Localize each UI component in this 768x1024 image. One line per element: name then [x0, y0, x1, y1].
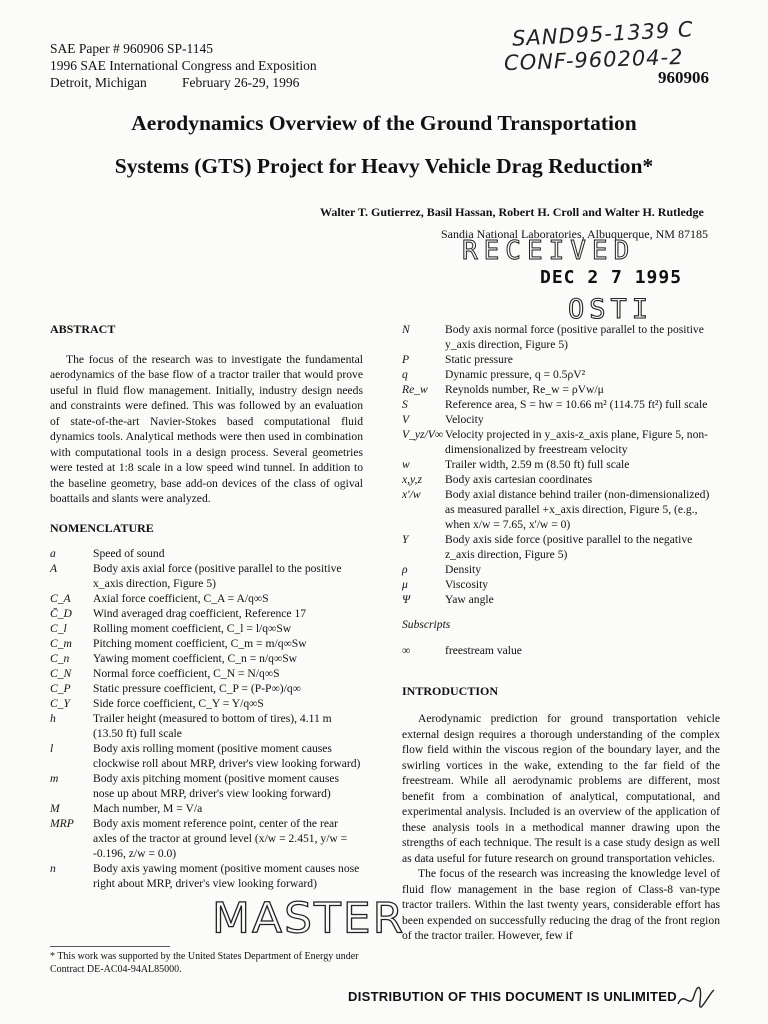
nomenclature-definition: Static pressure coefficient, C_P = (P-P∞)/q∞ — [93, 682, 301, 695]
nomenclature-entry — [50, 771, 363, 801]
nomenclature-symbol: n — [50, 862, 56, 875]
nomenclature-definition: Yaw angle — [445, 593, 494, 606]
nomenclature-entry — [402, 562, 720, 577]
affiliation: Sandia National Laboratories, Albuquerque, NM 87185 — [441, 227, 708, 241]
nomenclature-definition: Body axis yawing moment (positive moment causes nose right about MRP, driver's view looking forward) — [93, 862, 360, 890]
nomenclature-entry — [50, 666, 363, 681]
nomenclature-entry — [402, 472, 720, 487]
nomenclature-entry — [402, 397, 720, 412]
introduction-paragraph-2: The focus of the research was increasing the knowledge level of fluid flow management in the base region of Class-8 van-type tractor trailers. Within the last twenty years, considerable effort has been expended on successfully reducing the drag of the front region of the tractor trailer. However, few if — [402, 867, 720, 942]
title-line-1: Aerodynamics Overview of the Ground Transportation — [131, 111, 637, 135]
nomenclature-entry — [50, 591, 363, 606]
nomenclature-symbol: Ψ — [402, 593, 411, 606]
nomenclature-entry — [50, 561, 363, 591]
nomenclature-definition: Mach number, M = V/a — [93, 802, 203, 815]
nomenclature-symbol: x'/w — [402, 488, 421, 501]
introduction-paragraph-1: Aerodynamic prediction for ground transportation vehicle external design requires a thorough understanding of the complex flow field within the viscous region of the boundary layer, and the swirling vortices in the wake, extending to the far field of the freestream. While all aerodynamic problems are different, most benefit from a combination of analytical, computational, and experimental analysis. Included is an overview of the application of these analysis tools in a methodical manner drawing upon the strengths of each technique. The result is a case study design as well as data useful for future research on ground transportation vehicles. — [402, 712, 720, 865]
nomenclature-entry — [50, 621, 363, 636]
handwritten-conf-number: CONF-960204-2 — [503, 44, 684, 76]
nomenclature-symbol: l — [50, 742, 54, 755]
nomenclature-definition: Body axis axial force (positive parallel to the positive x_axis direction, Figure 5) — [93, 562, 342, 590]
nomenclature-definition: Body axial distance behind trailer (non-dimensionalized) as measured parallel +x_axis direction, Figure 5, (e.g., when x/w = 7.65, x'/w = 0) — [445, 488, 710, 531]
nomenclature-definition: Speed of sound — [93, 547, 165, 560]
footnote-divider — [50, 946, 170, 947]
nomenclature-definition: Body axis cartesian coordinates — [445, 473, 593, 486]
nomenclature-definition: Reynolds number, Re_w = ρVw/μ — [445, 383, 604, 396]
abstract-heading: ABSTRACT — [50, 322, 116, 336]
nomenclature-entry — [50, 546, 363, 561]
handwritten-report-number: SAND95-1339 C — [511, 17, 695, 51]
nomenclature-symbol: C_N — [50, 667, 72, 680]
nomenclature-entry — [50, 861, 363, 891]
nomenclature-definition: Viscosity — [445, 578, 489, 591]
nomenclature-definition: Side force coefficient, C_Y = Y/q∞S — [93, 697, 264, 710]
nomenclature-entry — [50, 636, 363, 651]
nomenclature-symbol: M — [50, 802, 60, 815]
nomenclature-entry — [402, 577, 720, 592]
congress-name: 1996 SAE International Congress and Exposition — [50, 58, 317, 73]
nomenclature-symbol: h — [50, 712, 56, 725]
nomenclature-entry — [402, 457, 720, 472]
paper-number: 960906 — [658, 68, 709, 87]
nomenclature-entry — [402, 592, 720, 607]
nomenclature-symbol: C_n — [50, 652, 70, 665]
nomenclature-definition: Reference area, S = hw = 10.66 m² (114.75 ft²) full scale — [445, 398, 708, 411]
nomenclature-symbol: C_P — [50, 682, 71, 695]
master-stamp: MASTER — [212, 894, 406, 943]
nomenclature-definition: Density — [445, 563, 482, 576]
authors: Walter T. Gutierrez, Basil Hassan, Robert H. Croll and Walter H. Rutledge — [320, 205, 704, 219]
nomenclature-definition: Wind averaged drag coefficient, Reference 17 — [93, 607, 307, 620]
nomenclature-symbol: V — [402, 413, 410, 426]
nomenclature-symbol: P — [402, 353, 410, 366]
introduction-heading: INTRODUCTION — [402, 683, 499, 698]
nomenclature-entry — [402, 352, 720, 367]
nomenclature-symbol: C_Y — [50, 697, 70, 710]
nomenclature-entry — [402, 412, 720, 427]
nomenclature-definition: Normal force coefficient, C_N = N/q∞S — [93, 667, 280, 680]
nomenclature-symbol: Y — [402, 533, 409, 546]
subscripts-list — [402, 643, 720, 658]
nomenclature-symbol: ρ — [402, 563, 408, 576]
nomenclature-symbol: C_A — [50, 592, 71, 605]
nomenclature-definition: Pitching moment coefficient, C_m = m/q∞Sw — [93, 637, 307, 650]
right-column — [402, 322, 720, 944]
nomenclature-symbol: x,y,z — [402, 473, 422, 486]
nomenclature-heading: NOMENCLATURE — [50, 520, 154, 535]
handwritten-scribble — [676, 984, 716, 1017]
nomenclature-entry — [402, 367, 720, 382]
nomenclature-definition: Body axis pitching moment (positive moment causes nose up about MRP, driver's view looking forward) — [93, 772, 340, 800]
nomenclature-symbol: MRP — [50, 817, 74, 830]
nomenclature-entry — [402, 487, 720, 532]
nomenclature-definition: Body axis moment reference point, center of the rear axles of the tractor at ground level (x/w = 2.451, y/w = -0.196, z/w = 0.0) — [93, 817, 348, 860]
nomenclature-symbol: w — [402, 458, 410, 471]
nomenclature-entry — [402, 427, 720, 457]
nomenclature-entry — [402, 532, 720, 562]
nomenclature-entry — [402, 643, 720, 658]
nomenclature-list-right — [402, 322, 720, 607]
nomenclature-entry — [50, 801, 363, 816]
nomenclature-definition: Velocity — [445, 413, 484, 426]
nomenclature-entry — [50, 651, 363, 666]
nomenclature-list-left — [50, 546, 363, 891]
nomenclature-symbol: μ — [402, 578, 408, 591]
nomenclature-definition: Body axis rolling moment (positive moment causes clockwise roll about MRP, driver's view looking forward) — [93, 742, 361, 770]
nomenclature-entry — [50, 681, 363, 696]
nomenclature-symbol: m — [50, 772, 59, 785]
nomenclature-entry — [50, 816, 363, 861]
nomenclature-symbol: ∞ — [402, 643, 411, 657]
paper-id: SAE Paper # 960906 SP-1145 — [50, 41, 214, 56]
nomenclature-definition: Yawing moment coefficient, C_n = n/q∞Sw — [93, 652, 298, 665]
subscripts-heading: Subscripts — [402, 618, 451, 631]
paper-header — [50, 40, 317, 91]
nomenclature-entry — [402, 382, 720, 397]
abstract-text: The focus of the research was to investigate the fundamental aerodynamics of the base flow of a tractor trailer that would prove useful in fluid flow management. Initially, industry design needs and constraints were defined. This was followed by an evaluation of state-of-the-art Navier-Stokes based computational fluid dynamics tools. Analytical methods were then used in combination with computational tools in a design process. Several geometries were tested at 1:8 scale in a low speed wind tunnel. In addition to the baseline geometry, base add-on devices of the class of ogival boattails and slants were analyzed. — [50, 352, 363, 505]
nomenclature-symbol: S — [402, 398, 408, 411]
nomenclature-entry — [50, 711, 363, 741]
nomenclature-symbol: C̄_D — [50, 607, 72, 620]
osti-stamp: OSTI — [568, 294, 654, 325]
footnote: * This work was supported by the United States Department of Energy under Contract DE-AC04-94AL85000. — [50, 951, 359, 975]
nomenclature-definition: Body axis side force (positive parallel to the negative z_axis direction, Figure 5) — [445, 533, 693, 561]
nomenclature-definition: Dynamic pressure, q = 0.5ρV² — [445, 368, 586, 381]
dates: February 26-29, 1996 — [182, 75, 300, 90]
city: Detroit, Michigan — [50, 75, 147, 90]
nomenclature-symbol: V_yz/V∞ — [402, 428, 444, 441]
received-date-stamp: DEC 2 7 1995 — [540, 267, 683, 288]
nomenclature-definition: Trailer width, 2.59 m (8.50 ft) full scale — [445, 458, 630, 471]
nomenclature-definition: Static pressure — [445, 353, 513, 366]
nomenclature-definition: freestream value — [445, 643, 522, 657]
nomenclature-entry — [50, 606, 363, 621]
nomenclature-definition: Axial force coefficient, C_A = A/q∞S — [93, 592, 269, 605]
nomenclature-entry — [50, 741, 363, 771]
left-column — [50, 322, 363, 891]
nomenclature-entry — [50, 696, 363, 711]
nomenclature-symbol: C_m — [50, 637, 72, 650]
nomenclature-symbol: q — [402, 368, 408, 381]
nomenclature-definition: Rolling moment coefficient, C_l = l/q∞Sw — [93, 622, 292, 635]
location-line — [50, 74, 317, 91]
title-line-2: Systems (GTS) Project for Heavy Vehicle Drag Reduction* — [114, 154, 654, 178]
nomenclature-symbol: A — [50, 562, 58, 575]
nomenclature-entry — [402, 322, 720, 352]
received-stamp: RECEIVED — [462, 236, 636, 266]
nomenclature-symbol: a — [50, 547, 56, 560]
nomenclature-symbol: N — [402, 323, 410, 336]
nomenclature-symbol: C_l — [50, 622, 67, 635]
nomenclature-definition: Velocity projected in y_axis-z_axis plane, Figure 5, non-dimensionalized by freestream velocity — [445, 428, 709, 456]
nomenclature-definition: Body axis normal force (positive parallel to the positive y_axis direction, Figure 5) — [445, 323, 704, 351]
nomenclature-definition: Trailer height (measured to bottom of tires), 4.11 m (13.50 ft) full scale — [93, 712, 332, 740]
nomenclature-symbol: Re_w — [402, 383, 428, 396]
distribution-statement: DISTRIBUTION OF THIS DOCUMENT IS UNLIMITED — [348, 989, 677, 1004]
